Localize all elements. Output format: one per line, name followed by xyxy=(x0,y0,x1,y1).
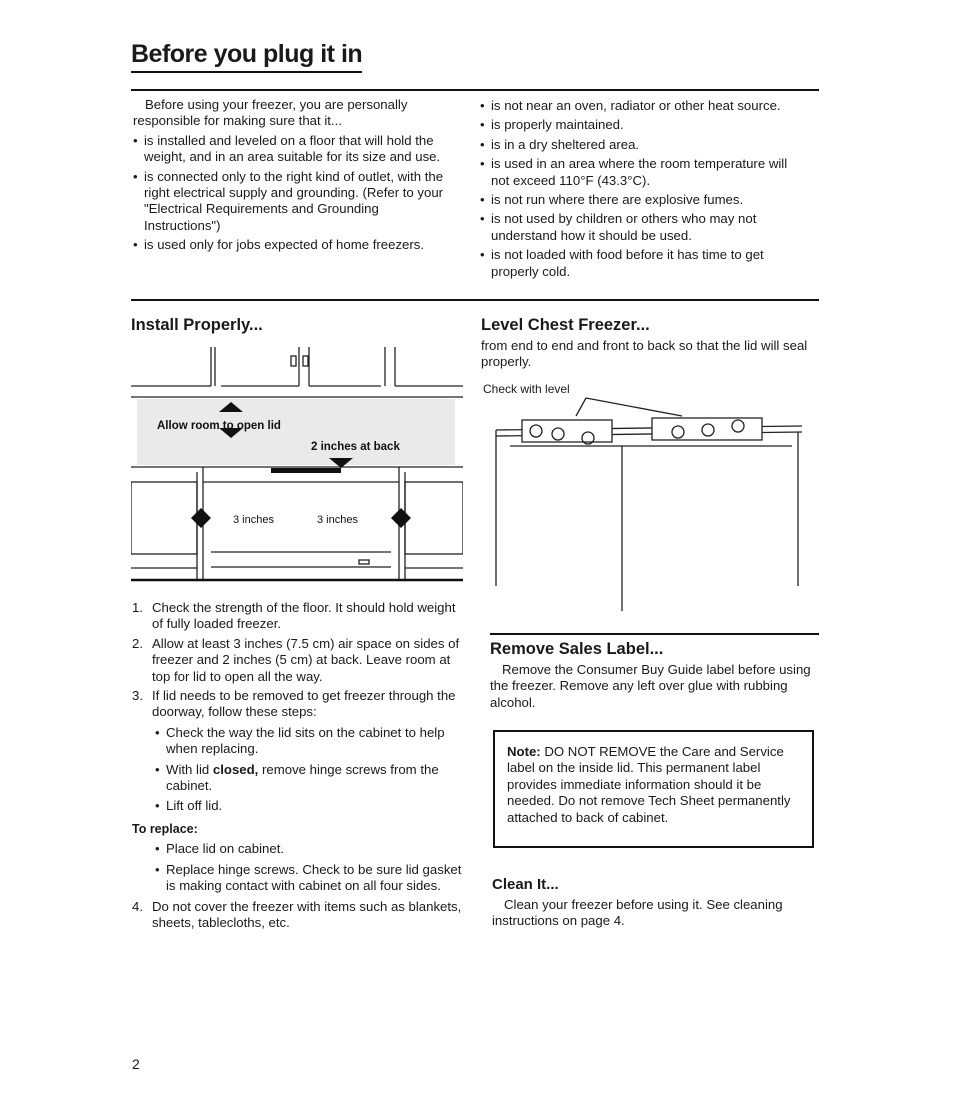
intro-lead: Before using your freezer, you are personally responsible for making sure that it... xyxy=(133,97,408,129)
level-text: from end to end and front to back so that the lid will seal properly. xyxy=(481,338,808,370)
level-heading: Level Chest Freezer... xyxy=(481,316,650,334)
sales-divider xyxy=(490,633,819,635)
list-item: • With lid closed, remove hinge screws from the cabinet. xyxy=(152,762,466,795)
note-label: Note: xyxy=(507,744,541,759)
level-figure-label: Check with level xyxy=(483,382,570,396)
sales-heading: Remove Sales Label... xyxy=(490,640,664,658)
level-diagram xyxy=(492,386,808,614)
list-item: • is used only for jobs expected of home freezers. xyxy=(133,237,445,253)
page-title: Before you plug it in xyxy=(131,40,362,73)
list-item: • is not used by children or others who may not understand how it should be used. xyxy=(480,211,792,244)
intro-right-column xyxy=(480,95,792,280)
section-divider xyxy=(131,299,819,301)
page-number: 2 xyxy=(132,1056,140,1072)
note-box xyxy=(493,730,814,848)
back-clearance-label: 2 inches at back xyxy=(311,441,400,453)
lid-removal-list xyxy=(152,725,466,815)
top-divider xyxy=(131,89,819,91)
list-item: • is installed and leveled on a floor that will hold the weight, and in an area suitable for its size and use. xyxy=(133,133,445,166)
replace-list xyxy=(152,841,466,894)
replace-heading: To replace: xyxy=(132,821,198,836)
install-heading: Install Properly... xyxy=(131,316,263,334)
list-item: • Check the way the lid sits on the cabinet to help when replacing. xyxy=(152,725,466,758)
install-step-list xyxy=(132,600,466,815)
intro-left-column xyxy=(133,97,445,254)
list-item: • Lift off lid. xyxy=(152,798,466,814)
clean-text: Clean your freezer before using it. See cleaning instructions on page 4. xyxy=(492,897,783,929)
list-item: • is connected only to the right kind of outlet, with the right electrical supply and grounding. (Refer to your "Electrical Requirements and Grounding Instructions") xyxy=(133,169,445,235)
install-steps xyxy=(132,597,466,931)
list-item: 4. Do not cover the freezer with items such as blankets, sheets, tablecloths, etc. xyxy=(132,898,462,930)
note-text: DO NOT REMOVE the Care and Service label on the inside lid. This permanent label provides immediate information should it be needed. Do not remove Tech Sheet permanently attached to back of cabinet. xyxy=(507,744,791,825)
install-diagram xyxy=(131,342,463,582)
clean-heading: Clean It... xyxy=(492,876,559,893)
list-item: • is used in an area where the room temperature will not exceed 110°F (43.3°C). xyxy=(480,156,792,189)
install-step-list-cont xyxy=(132,899,466,932)
intro-right-list xyxy=(480,98,792,280)
list-item: • is properly maintained. xyxy=(480,117,792,133)
list-item: 1. Check the strength of the floor. It should hold weight of fully loaded freezer. xyxy=(132,600,456,632)
list-item: • is not loaded with food before it has time to get properly cold. xyxy=(480,247,792,280)
allow-room-label: Allow room to open lid xyxy=(157,420,281,432)
list-item: • is not near an oven, radiator or other heat source. xyxy=(480,98,792,114)
list-item: 2. Allow at least 3 inches (7.5 cm) air space on sides of freezer and 2 inches (5 cm) at back. Leave room at top for lid to open all the way. xyxy=(132,635,460,684)
intro-left-list xyxy=(133,133,445,254)
sales-text: Remove the Consumer Buy Guide label before using the freezer. Remove any left over glue with rubbing alcohol. xyxy=(490,662,811,710)
right-clearance-label: 3 inches xyxy=(317,514,358,526)
list-item: • Place lid on cabinet. xyxy=(152,841,466,857)
list-item: • is not run where there are explosive fumes. xyxy=(480,192,792,208)
list-item: • is in a dry sheltered area. xyxy=(480,137,792,153)
list-item: • Replace hinge screws. Check to be sure lid gasket is making contact with cabinet on all four sides. xyxy=(152,862,466,895)
list-item: 3. If lid needs to be removed to get freezer through the doorway, follow these steps: • Check the way the lid sits on the cabinet to help when replacing. • With lid closed, remove hinge screws from the cabinet. • Lift off lid. xyxy=(132,688,466,815)
left-clearance-label: 3 inches xyxy=(233,514,274,526)
